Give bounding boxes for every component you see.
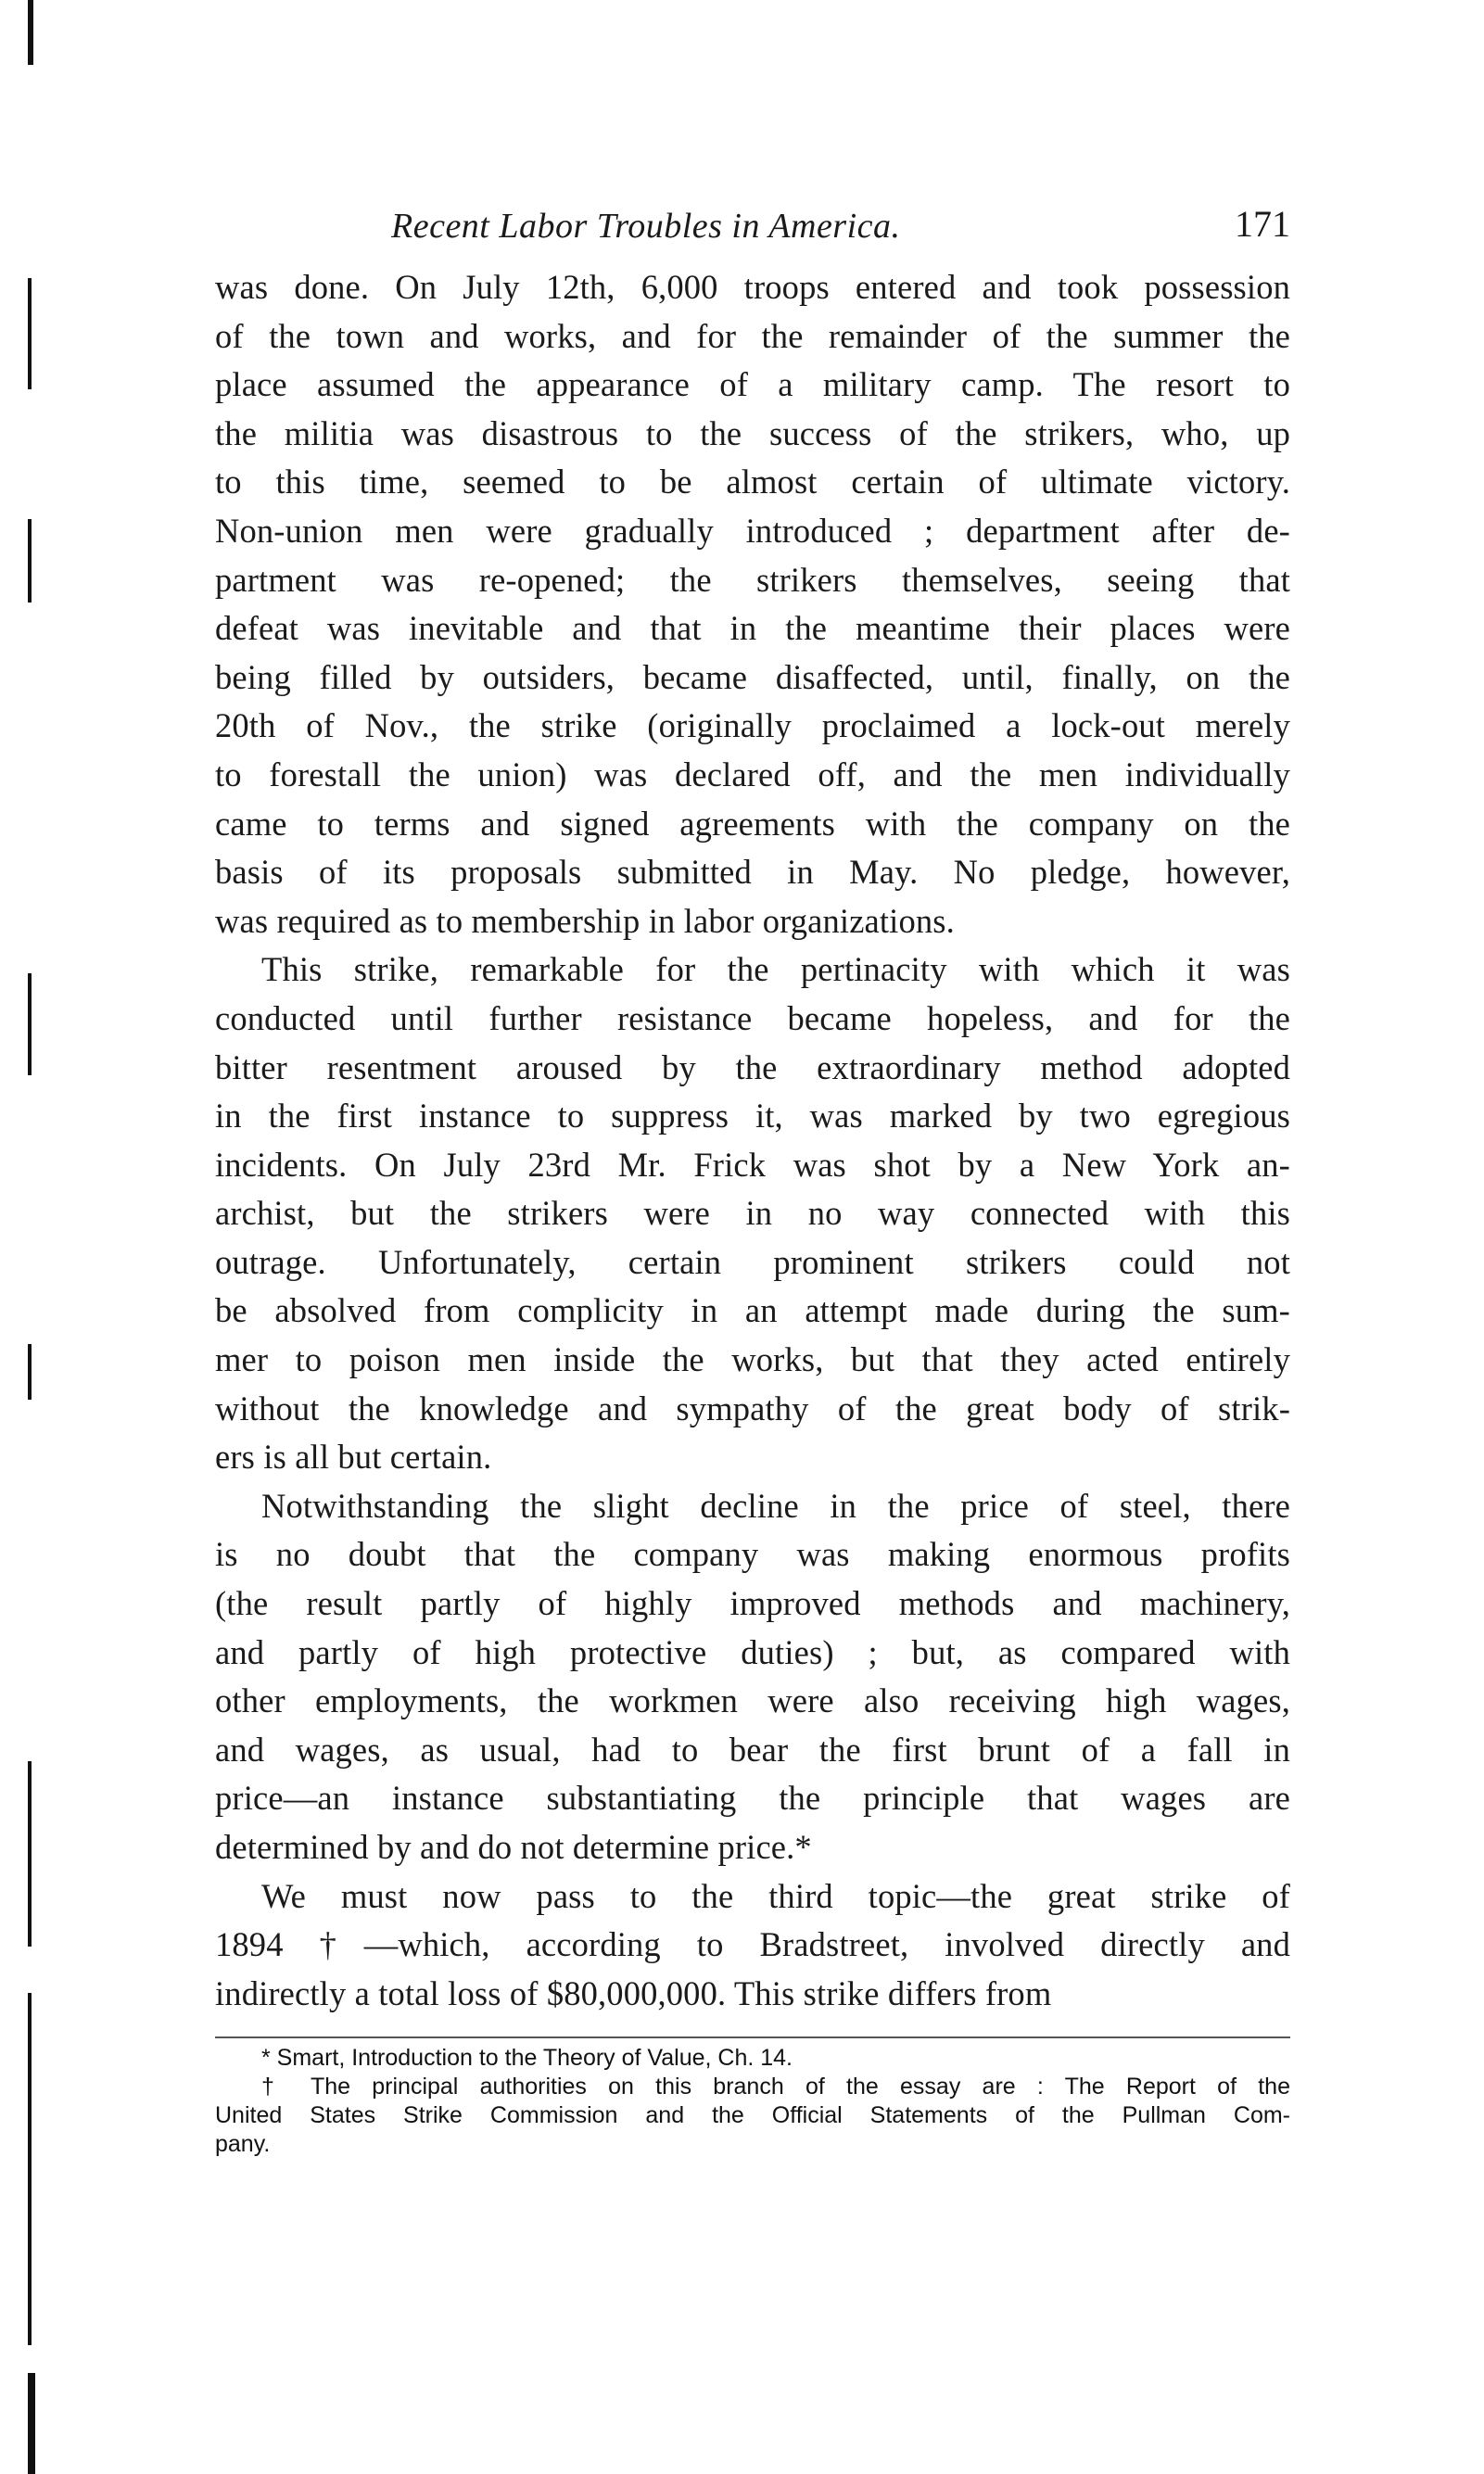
text-line: outrage. Unfortunately, certain prominent strikers could not <box>215 1242 1290 1281</box>
footnote-rule <box>215 2036 1290 2038</box>
running-title: Recent Labor Troubles in America. <box>391 207 901 246</box>
text-line: being filled by outsiders, became disaffected, until, finally, on the <box>215 657 1290 696</box>
text-line: (the result partly of highly improved methods and machinery, <box>215 1584 1290 1623</box>
text-line: without the knowledge and sympathy of the great body of strik- <box>215 1389 1290 1427</box>
text-line: was done. On July 12th, 6,000 troops entered and took possession <box>215 268 1290 306</box>
binding-edge-mark <box>28 973 32 1075</box>
text-line: archist, but the strikers were in no way connected with this <box>215 1194 1290 1233</box>
text-line: incidents. On July 23rd Mr. Frick was shot by a New York an- <box>215 1145 1290 1184</box>
text-line: ers is all but certain. <box>215 1438 492 1477</box>
binding-edge-mark <box>28 1344 32 1400</box>
text-line: partment was re-opened; the strikers themselves, seeing that <box>215 560 1290 599</box>
footnote <box>215 2044 1290 2073</box>
paragraph <box>215 263 1290 945</box>
text-line: was required as to membership in labor organizations. <box>215 901 955 940</box>
text-line: to forestall the union) was declared off, and the men individually <box>215 755 1290 793</box>
footnote <box>215 2073 1290 2159</box>
footnote-line: United States Strike Commission and the Official Statements of the Pullman Com- <box>215 2102 1290 2129</box>
binding-edge-mark <box>28 278 32 389</box>
text-line: place assumed the appearance of a military camp. The resort to <box>215 365 1290 404</box>
text-line: price—an instance substantiating the principle that wages are <box>215 1779 1290 1818</box>
footnotes <box>215 2044 1290 2159</box>
text-line: indirectly a total loss of $80,000,000. This strike differs from <box>215 1973 1052 2012</box>
footnote-line: pany. <box>215 2131 271 2158</box>
binding-edge-mark <box>28 0 33 65</box>
text-line: mer to poison men inside the works, but that they acted entirely <box>215 1340 1290 1379</box>
binding-edge-mark <box>28 519 32 603</box>
text-line: and wages, as usual, had to bear the first brunt of a fall in <box>215 1730 1290 1769</box>
text-line: conducted until further resistance became hopeless, and for the <box>215 998 1290 1037</box>
text-line: basis of its proposals submitted in May. No pledge, however, <box>215 853 1290 892</box>
paragraph <box>215 1872 1290 2019</box>
paragraph <box>215 945 1290 1482</box>
binding-edge-mark <box>28 2373 35 2474</box>
text-line: came to terms and signed agreements with the company on the <box>215 804 1290 843</box>
text-line: other employments, the workmen were also receiving high wages, <box>215 1681 1290 1720</box>
footnote-line: † The principal authorities on this branch of the essay are : The Report of the <box>261 2074 1290 2100</box>
text-line: in the first instance to suppress it, was marked by two egregious <box>215 1097 1290 1136</box>
text-line: be absolved from complicity in an attempt made during the sum- <box>215 1291 1290 1330</box>
text-line: and partly of high protective duties) ; but, as compared with <box>215 1632 1290 1671</box>
body-text <box>215 263 1290 2018</box>
text-line: determined by and do not determine price.* <box>215 1828 812 1866</box>
footnote-line: * Smart, Introduction to the Theory of Value, Ch. 14. <box>261 2045 793 2072</box>
text-line: Notwithstanding the slight decline in the price of steel, there <box>261 1486 1290 1525</box>
binding-edge-mark <box>28 1993 32 2345</box>
text-line: to this time, seemed to be almost certain of ultimate victory. <box>215 463 1290 501</box>
text-line: of the town and works, and for the remainder of the summer the <box>215 316 1290 355</box>
text-line: defeat was inevitable and that in the meantime their places were <box>215 609 1290 648</box>
text-line: is no doubt that the company was making enormous profits <box>215 1535 1290 1574</box>
page-number: 171 <box>1235 203 1290 245</box>
paragraph <box>215 1482 1290 1872</box>
text-line: the militia was disastrous to the success of the strikers, who, up <box>215 413 1290 452</box>
text-line: We must now pass to the third topic—the great strike of <box>261 1876 1290 1915</box>
text-line: 20th of Nov., the strike (originally proclaimed a lock-out merely <box>215 706 1290 745</box>
binding-edge-mark <box>28 1761 32 1947</box>
text-line: bitter resentment aroused by the extraordinary method adopted <box>215 1047 1290 1086</box>
running-head <box>215 185 1290 260</box>
text-line: This strike, remarkable for the pertinacity with which it was <box>261 950 1290 989</box>
text-line: Non-union men were gradually introduced ; department after de- <box>215 511 1290 550</box>
text-line: 1894 †—which, according to Bradstreet, involved directly and <box>215 1925 1290 1964</box>
book-page <box>215 185 1290 2159</box>
